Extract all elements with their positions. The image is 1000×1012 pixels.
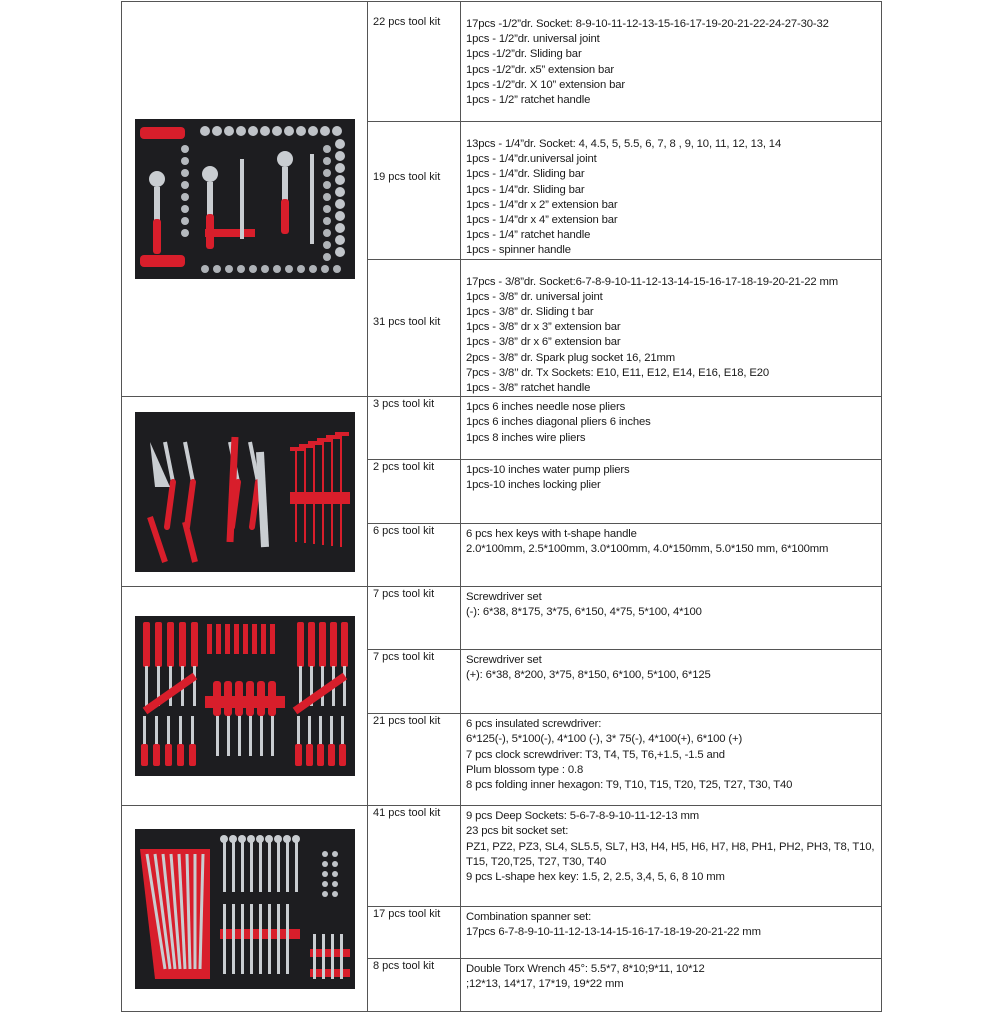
kit-row bbox=[122, 587, 882, 650]
contents-line: 2pcs - 3/8” dr. Spark plug socket 16, 21mm bbox=[466, 351, 676, 364]
kit-name: 31 pcs tool kit bbox=[373, 315, 441, 328]
contents-line: 17pcs 6-7-8-9-10-11-12-13-14-15-16-17-18-19-20-21-22 mm bbox=[466, 926, 761, 939]
contents-line: 1pcs - 1/4” ratchet handle bbox=[466, 229, 591, 242]
contents-line: 7pcs - 3/8’’ dr. Tx Sockets: E10, E11, E12, E14, E16, E18, E20 bbox=[466, 366, 770, 379]
kit-contents-cell bbox=[461, 259, 882, 397]
tool-tray-image bbox=[135, 829, 355, 989]
contents-line: 6 pcs insulated screwdriver: bbox=[466, 718, 602, 731]
contents-line: 1pcs - 1/4”dr. Sliding bar bbox=[466, 168, 585, 181]
kit-name: 3 pcs tool kit bbox=[373, 398, 435, 411]
contents-line: Screwdriver set bbox=[466, 591, 542, 604]
kit-name: 2 pcs tool kit bbox=[373, 461, 435, 474]
kit-row bbox=[122, 397, 882, 460]
contents-line: 1pcs - 3/8” dr. universal joint bbox=[466, 290, 603, 303]
kit-name-cell bbox=[368, 524, 461, 587]
contents-line: (+): 6*38, 8*200, 3*75, 8*150, 6*100, 5*100, 6*125 bbox=[466, 669, 711, 682]
kit-name-cell bbox=[368, 397, 461, 460]
contents-line: 8 pcs folding inner hexagon: T9, T10, T15, T20, T25, T27, T30, T40 bbox=[466, 779, 793, 792]
kit-name: 8 pcs tool kit bbox=[373, 960, 435, 973]
contents-line: Double Torx Wrench 45°: 5.5*7, 8*10;9*11, 10*12 bbox=[466, 963, 705, 976]
kit-name: 7 pcs tool kit bbox=[373, 588, 435, 601]
contents-line: 9 pcs Deep Sockets: 5-6-7-8-9-10-11-12-13 mm bbox=[466, 810, 700, 823]
contents-line: (-): 6*38, 8*175, 3*75, 6*150, 4*75, 5*100, 4*100 bbox=[466, 606, 702, 619]
contents-line: 1pcs 6 inches diagonal pliers 6 inches bbox=[466, 416, 651, 429]
kit-row bbox=[122, 806, 882, 907]
kit-contents-cell bbox=[461, 959, 882, 1012]
contents-line: 13pcs - 1/4”dr. Socket: 4, 4.5, 5, 5.5, 6, 7, 8 , 9, 10, 11, 12, 13, 14 bbox=[466, 138, 782, 150]
contents-line: Screwdriver set bbox=[466, 654, 542, 667]
kit-contents-cell bbox=[461, 806, 882, 907]
contents-line: 1pcs 8 inches wire pliers bbox=[466, 431, 586, 444]
kit-contents-cell bbox=[461, 650, 882, 714]
kit-contents-cell bbox=[461, 397, 882, 460]
contents-line: PZ1, PZ2, PZ3, SL4, SL5.5, SL7, H3, H4, H5, H6, H7, H8, PH1, PH2, PH3, T8, T10, bbox=[466, 840, 875, 853]
contents-line: 23 pcs bit socket set: bbox=[466, 825, 569, 838]
kit-contents-cell bbox=[461, 714, 882, 806]
kit-name-cell bbox=[368, 259, 461, 397]
contents-line: T15, T20,T25, T27, T30, T40 bbox=[466, 855, 607, 868]
tool-kit-spec-table bbox=[121, 1, 882, 1012]
contents-line: 1pcs - 1/4”dr x 4” extension bar bbox=[466, 214, 618, 227]
pliers-tray-photo bbox=[122, 397, 368, 587]
contents-line: 1pcs - 3/8” dr x 3” extension bar bbox=[466, 321, 621, 334]
kit-contents-cell bbox=[461, 460, 882, 524]
kit-row bbox=[122, 2, 882, 122]
tool-tray-image bbox=[135, 412, 355, 572]
contents-line: 1pcs - 3/8” ratchet handle bbox=[466, 382, 591, 395]
kit-name: 21 pcs tool kit bbox=[373, 715, 441, 728]
contents-line: 1pcs - 1/2”dr. universal joint bbox=[466, 33, 600, 46]
kit-contents-cell bbox=[461, 524, 882, 587]
tool-tray-image bbox=[135, 616, 355, 776]
kit-name: 7 pcs tool kit bbox=[373, 651, 435, 664]
contents-line: 17pcs - 3/8”dr. Socket:6-7-8-9-10-11-12-13-14-15-16-17-18-19-20-21-22 mm bbox=[466, 275, 839, 288]
contents-line: 1pcs - 1/4”dr.universal joint bbox=[466, 153, 597, 166]
contents-line: Plum blossom type : 0.8 bbox=[466, 763, 584, 776]
contents-line: 1pcs - 1/4”dr x 2” extension bar bbox=[466, 198, 618, 211]
contents-line: 1pcs-10 inches water pump pliers bbox=[466, 464, 630, 477]
kit-name: 41 pcs tool kit bbox=[373, 807, 441, 820]
kit-name-cell bbox=[368, 907, 461, 959]
contents-line: 9 pcs L-shape hex key: 1.5, 2, 2.5, 3,4, 5, 6, 8 10 mm bbox=[466, 871, 725, 884]
contents-line: 1pcs 6 inches needle nose pliers bbox=[466, 401, 626, 414]
kit-name-cell bbox=[368, 2, 461, 122]
contents-line: 1pcs - 3/8” dr. Sliding t bar bbox=[466, 306, 594, 319]
kit-contents-cell bbox=[461, 122, 882, 260]
kit-name: 19 pcs tool kit bbox=[373, 171, 441, 183]
contents-line: 1pcs -1/2”dr. Sliding bar bbox=[466, 48, 582, 61]
contents-line: 7 pcs clock screwdriver: T3, T4, T5, T6,+1.5, -1.5 and bbox=[466, 748, 725, 761]
contents-line: 1pcs -1/2”dr. X 10” extension bar bbox=[466, 78, 625, 91]
kit-name: 22 pcs tool kit bbox=[373, 16, 441, 28]
kit-name-cell bbox=[368, 714, 461, 806]
contents-line: 1pcs - 1/4”dr. Sliding bar bbox=[466, 183, 585, 196]
screwdriver-tray-photo bbox=[122, 587, 368, 806]
kit-name-cell bbox=[368, 460, 461, 524]
contents-line: Combination spanner set: bbox=[466, 911, 592, 924]
tool-tray-image bbox=[135, 119, 355, 279]
contents-line: ;12*13, 14*17, 17*19, 19*22 mm bbox=[466, 978, 624, 991]
kit-name: 17 pcs tool kit bbox=[373, 908, 441, 921]
socket-set-tray-photo bbox=[122, 2, 368, 397]
kit-contents-cell bbox=[461, 2, 882, 122]
contents-line: 1pcs - 3/8” dr x 6” extension bar bbox=[466, 336, 621, 349]
kit-name-cell bbox=[368, 959, 461, 1012]
kit-name-cell bbox=[368, 587, 461, 650]
kit-contents-cell bbox=[461, 907, 882, 959]
contents-line: 1pcs - spinner handle bbox=[466, 244, 571, 257]
kit-contents-cell bbox=[461, 587, 882, 650]
contents-line: 6*125(-), 5*100(-), 4*100 (-), 3* 75(-), 4*100(+), 6*100 (+) bbox=[466, 733, 743, 746]
contents-line: 2.0*100mm, 2.5*100mm, 3.0*100mm, 4.0*150mm, 5.0*150 mm, 6*100mm bbox=[466, 543, 829, 556]
contents-line: 1pcs - 1/2” ratchet handle bbox=[466, 94, 591, 107]
kit-name-cell bbox=[368, 806, 461, 907]
contents-line: 1pcs -1/2”dr. x5” extension bar bbox=[466, 63, 614, 76]
kit-name: 6 pcs tool kit bbox=[373, 525, 435, 538]
kit-name-cell bbox=[368, 650, 461, 714]
contents-line: 6 pcs hex keys with t-shape handle bbox=[466, 528, 637, 541]
contents-line: 1pcs-10 inches locking plier bbox=[466, 479, 601, 492]
spanner-tray-photo bbox=[122, 806, 368, 1012]
contents-line: 17pcs -1/2”dr. Socket: 8-9-10-11-12-13-15-16-17-19-20-21-22-24-27-30-32 bbox=[466, 18, 829, 30]
kit-name-cell bbox=[368, 122, 461, 260]
